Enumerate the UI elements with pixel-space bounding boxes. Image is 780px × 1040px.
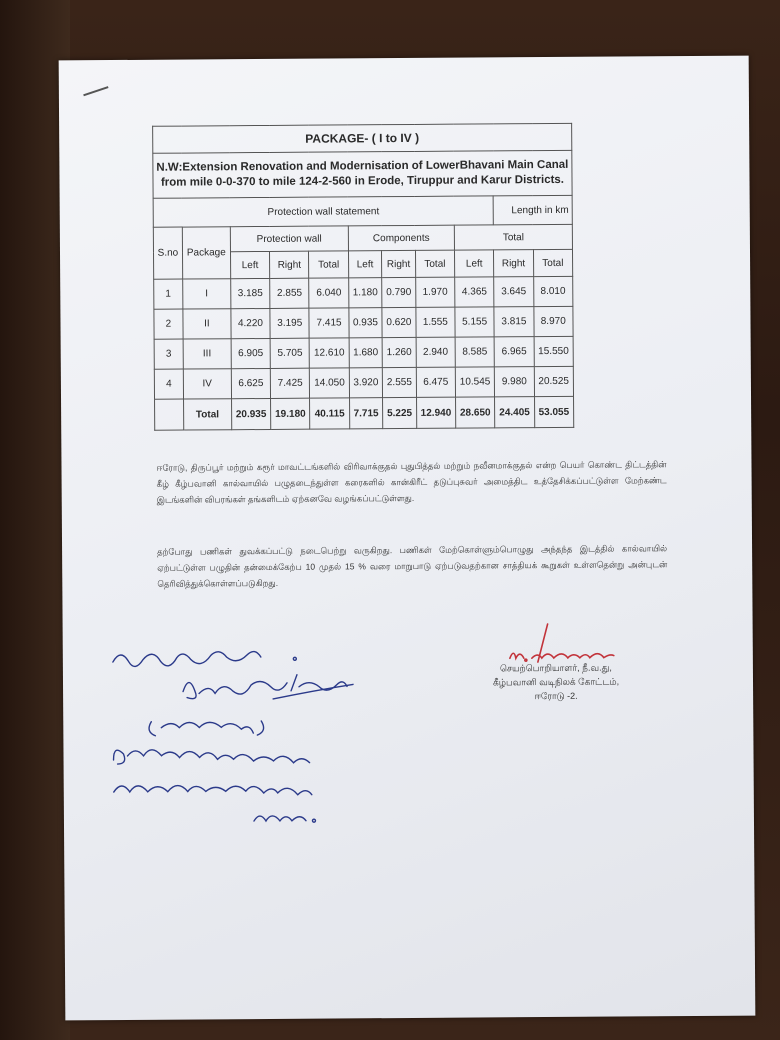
table-row <box>154 366 573 399</box>
total-row <box>155 396 574 430</box>
cell-pw-left: 6.905 <box>231 338 271 368</box>
cell-pw-right: 5.705 <box>270 338 310 368</box>
cell-pw-right: 3.195 <box>270 308 310 338</box>
cell-comp-total: 12.940 <box>416 397 456 428</box>
group-total: Total <box>454 224 572 250</box>
cell-total-total: 8.010 <box>533 276 573 306</box>
cell-sno: 4 <box>154 369 183 399</box>
col-sno: S.no <box>153 227 182 279</box>
cell-total-total: 15.550 <box>534 336 574 366</box>
group-components: Components <box>348 225 454 251</box>
table-row <box>154 336 573 369</box>
cell-pw-total: 12.610 <box>310 338 350 368</box>
cell-total-total: 53.055 <box>534 396 574 427</box>
cell-pw-right: 2.855 <box>270 278 310 308</box>
cell-pw-left: 6.625 <box>231 368 271 398</box>
cell-total-left: 5.155 <box>455 307 495 337</box>
cell-comp-left: 3.920 <box>349 368 383 398</box>
cell-sno: 2 <box>154 309 183 339</box>
cell-total-total: 20.525 <box>534 366 574 396</box>
cell-pw-left: 20.935 <box>231 398 271 429</box>
cell-package: IV <box>183 369 231 399</box>
cell-total-left: 10.545 <box>455 367 495 397</box>
stamp-line-1: செயற்பொறியாளர், நீ.வ.து, <box>499 662 612 674</box>
cell-total-left: 8.585 <box>455 337 495 367</box>
sub-right: Right <box>270 251 309 278</box>
stamp-line-3: ஈரோடு -2. <box>534 690 578 702</box>
cell-comp-left: 1.180 <box>348 278 382 308</box>
cell-total-total: 8.970 <box>533 306 573 336</box>
cell-total-right: 9.980 <box>495 367 535 397</box>
document-page <box>59 56 756 1021</box>
statement-label: Protection wall statement <box>153 196 493 227</box>
cell-comp-right: 2.555 <box>383 367 417 397</box>
package-heading: PACKAGE- ( I to IV ) <box>153 123 572 153</box>
sub-total: Total <box>309 251 348 278</box>
cell-total-right: 24.405 <box>495 397 535 428</box>
paragraph-1: ஈரோடு, திருப்பூர் மற்றும் கரூர் மாவட்டங்களில் விரிவாக்குதல் புதுபித்தல் மற்றும் நவீனமாக்குதல் என்ற பெயர் கொண்ட திட்டத்தின் கீழ் கீழ்பவானி கால்வாயில் பழுதடைந்துள்ள கரைகளில் கான்கிரீட் தடுப்புசுவர் அமைத்திட உத்தேசிக்கப்பட்டுள்ள மேற்கண்ட இடங்களின் விபரங்கள் தங்களிடம் ஏற்கனவே வழங்கப்பட்டுள்ளது. <box>156 459 667 505</box>
cell-comp-total: 6.475 <box>416 367 456 397</box>
cell-comp-right: 1.260 <box>382 337 416 367</box>
cell-comp-right: 5.225 <box>383 397 417 428</box>
office-stamp <box>481 660 631 703</box>
sub-right: Right <box>494 250 533 277</box>
cell-pw-total: 7.415 <box>309 308 349 338</box>
cell-comp-right: 0.620 <box>382 307 416 337</box>
group-protection-wall: Protection wall <box>230 226 348 252</box>
protection-wall-table <box>152 123 574 431</box>
table-row <box>154 276 573 309</box>
sub-left: Left <box>230 251 269 278</box>
sub-left: Left <box>454 250 493 277</box>
cell-pw-right: 7.425 <box>270 368 310 398</box>
cell-comp-left: 7.715 <box>349 398 383 429</box>
cell-pw-right: 19.180 <box>271 398 311 429</box>
cell-total-right: 6.965 <box>494 337 534 367</box>
cell-pw-total: 40.115 <box>310 398 350 429</box>
cell-sno: 3 <box>154 339 183 369</box>
table-row <box>154 306 573 339</box>
cell-package: I <box>183 279 231 309</box>
pen-mark <box>83 86 108 96</box>
sub-total: Total <box>415 250 454 277</box>
cell-total-left: 28.650 <box>456 397 496 428</box>
cell-total-right: 3.645 <box>494 277 534 307</box>
sub-total: Total <box>533 249 573 276</box>
cell-pw-total: 14.050 <box>310 368 350 398</box>
cell-total-label: Total <box>183 399 231 430</box>
cell-empty <box>155 399 184 430</box>
cell-comp-right: 0.790 <box>382 277 416 307</box>
cell-sno: 1 <box>154 279 183 309</box>
cell-comp-total: 1.970 <box>415 277 455 307</box>
project-title <box>153 150 572 198</box>
sub-left: Left <box>348 251 382 278</box>
cell-total-right: 3.815 <box>494 307 534 337</box>
cell-package: III <box>183 339 231 369</box>
cell-pw-left: 3.185 <box>231 278 271 308</box>
cell-comp-total: 2.940 <box>416 337 456 367</box>
title-line-2: from mile 0-0-370 to mile 124-2-560 in Erode, Tiruppur and Karur Districts. <box>160 173 565 189</box>
cell-total-left: 4.365 <box>455 277 495 307</box>
cell-pw-left: 4.220 <box>231 308 271 338</box>
cell-package: II <box>183 309 231 339</box>
cell-comp-left: 1.680 <box>349 338 383 368</box>
paragraph-2: தற்போது பணிகள் துவக்கப்பட்டு நடைபெற்று வருகிறது. பணிகள் மேற்கொள்ளும்பொழுது அந்தந்த இடத்தில் கால்வாயில் ஏற்பட்டுள்ள பழுதின் தன்மைக்கேற்ப 10 முதல் 15 % வரை மாறுபாடு ஏற்படுவதற்கான சாத்தியக் கூறுகள் உள்ளதென்று அன்புடன் தெரிவித்துக்கொள்ளப்படுகிறது. <box>157 543 668 589</box>
cell-pw-total: 6.040 <box>309 278 349 308</box>
cell-comp-total: 1.555 <box>416 307 456 337</box>
col-package: Package <box>182 227 230 279</box>
unit-label: Length in km <box>493 195 572 225</box>
sub-right: Right <box>382 250 416 277</box>
title-line-1: N.W:Extension Renovation and Modernisation of LowerBhavani Main Canal <box>156 158 569 174</box>
handwritten-note <box>103 640 404 832</box>
cell-comp-left: 0.935 <box>349 308 383 338</box>
stamp-line-2: கீழ்பவானி வடிநிலக் கோட்டம், <box>492 676 620 688</box>
